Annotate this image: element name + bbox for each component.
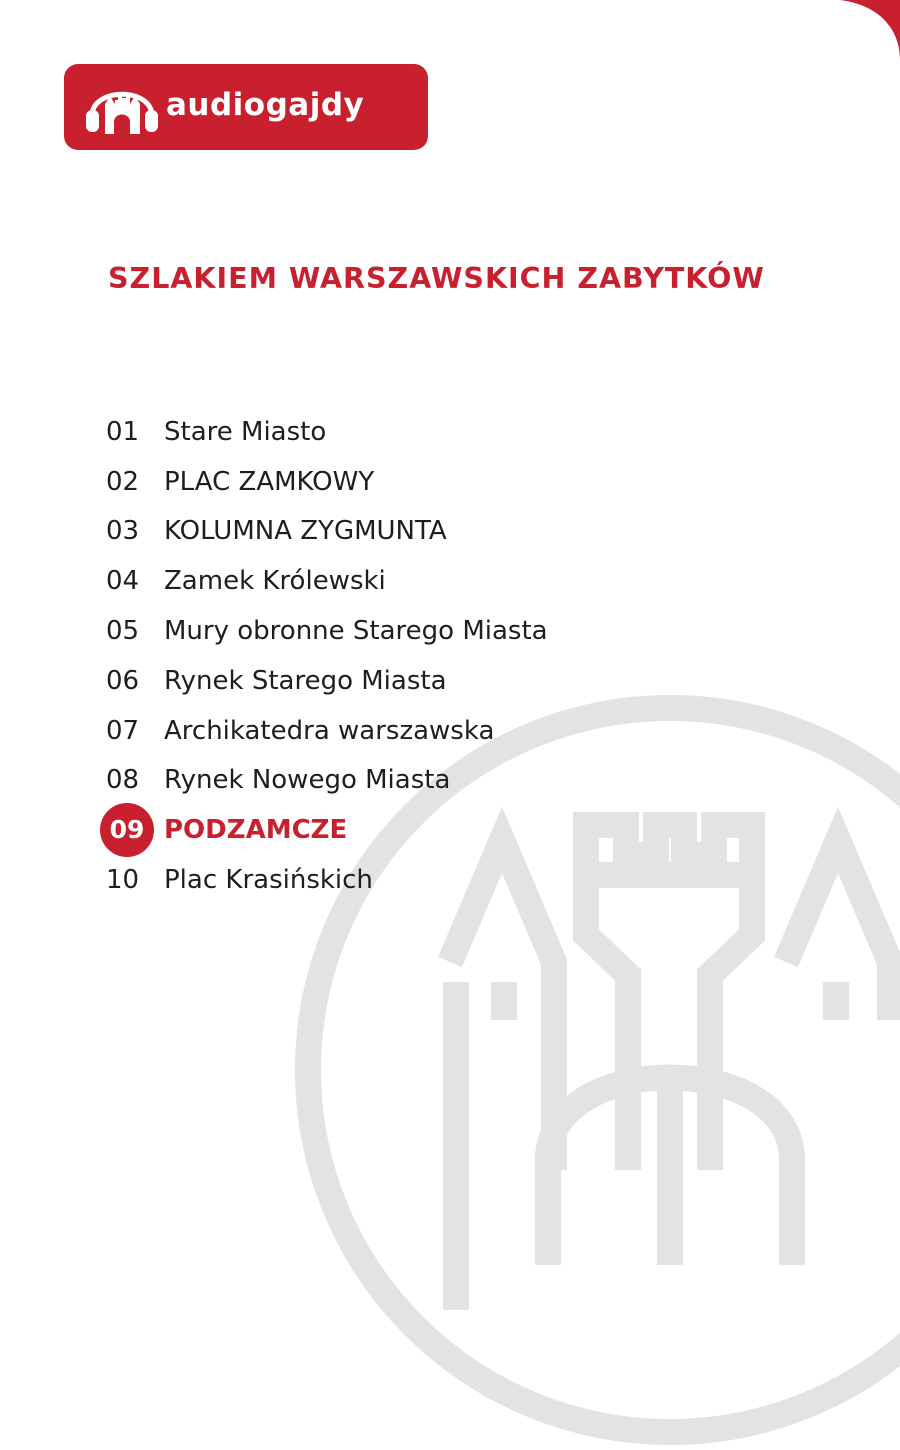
toc-item-number: 08	[106, 765, 140, 796]
toc-item-03[interactable]	[106, 507, 548, 557]
audiogajdy-logo[interactable]	[64, 64, 428, 150]
castle-headphones-logo-icon	[82, 72, 162, 142]
page-title: SZLAKIEM WARSZAWSKICH ZABYTKÓW	[108, 262, 765, 295]
toc-item-label: Stare Miasto	[164, 416, 327, 447]
current-chapter-badge: 09	[100, 803, 154, 857]
brand-name: audiogajdy	[166, 87, 365, 123]
toc-item-label: Rynek Nowego Miasta	[164, 765, 451, 796]
toc-item-09-current[interactable]	[106, 805, 548, 855]
toc-item-05[interactable]	[106, 606, 548, 656]
corner-decoration-icon	[840, 0, 900, 60]
toc-item-label: Zamek Królewski	[164, 566, 386, 597]
table-of-contents	[106, 407, 548, 905]
toc-item-08[interactable]	[106, 756, 548, 806]
toc-item-label: PODZAMCZE	[164, 815, 348, 846]
toc-item-label: KOLUMNA ZYGMUNTA	[164, 516, 447, 547]
toc-item-02[interactable]	[106, 457, 548, 507]
toc-item-01[interactable]	[106, 407, 548, 457]
toc-item-number: 03	[106, 516, 140, 547]
toc-item-number: 06	[106, 665, 140, 696]
toc-item-number: 02	[106, 466, 140, 497]
toc-item-number: 01	[106, 416, 140, 447]
toc-item-number: 07	[106, 715, 140, 746]
toc-item-07[interactable]	[106, 706, 548, 756]
toc-item-number: 04	[106, 566, 140, 597]
toc-item-label: Archikatedra warszawska	[164, 715, 495, 746]
toc-item-04[interactable]	[106, 556, 548, 606]
toc-item-06[interactable]	[106, 656, 548, 706]
toc-item-label: Rynek Starego Miasta	[164, 665, 447, 696]
toc-item-label: Plac Krasińskich	[164, 865, 373, 896]
toc-item-label: PLAC ZAMKOWY	[164, 466, 375, 497]
toc-item-label: Mury obronne Starego Miasta	[164, 616, 548, 647]
toc-item-number: 10	[106, 865, 140, 896]
toc-item-number: 05	[106, 616, 140, 647]
toc-item-10[interactable]	[106, 855, 548, 905]
